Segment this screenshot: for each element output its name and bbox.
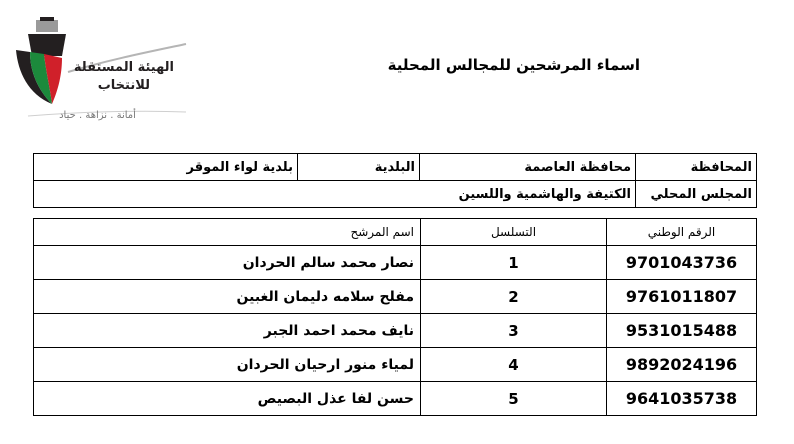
national-id-cell: 9531015488: [607, 314, 757, 348]
council-label: المجلس المحلي: [636, 181, 757, 208]
header-serial: التسلسل: [421, 219, 607, 246]
table-row: [34, 348, 757, 382]
national-id-cell: 9641035738: [607, 382, 757, 416]
candidate-name-cell: لمياء منور ارحيان الحردان: [34, 348, 421, 382]
logo-tagline: أمانة . نزاهة . حياد: [59, 110, 136, 121]
candidates-table: [33, 218, 757, 416]
header-candidate-name: اسم المرشح: [34, 219, 421, 246]
logo-name-line1: الهيئة المستقلة: [73, 60, 174, 75]
serial-cell: 5: [421, 382, 607, 416]
governorate-label: المحافظة: [636, 154, 757, 181]
governorate-row: [34, 154, 757, 181]
municipality-label: البلدية: [298, 154, 420, 181]
national-id-cell: 9892024196: [607, 348, 757, 382]
municipality-value: بلدية لواء الموقر: [34, 154, 298, 181]
council-value: الكتيفة والهاشمية واللسين: [34, 181, 636, 208]
candidate-name-cell: حسن لفا عذل البصيص: [34, 382, 421, 416]
serial-cell: 4: [421, 348, 607, 382]
serial-cell: 3: [421, 314, 607, 348]
table-row: [34, 280, 757, 314]
candidate-name-cell: مفلح سلامه دليمان الغبين: [34, 280, 421, 314]
table-row: [34, 314, 757, 348]
serial-cell: 1: [421, 246, 607, 280]
governorate-value: محافظة العاصمة: [420, 154, 636, 181]
candidate-name-cell: نايف محمد احمد الجبر: [34, 314, 421, 348]
table-row: [34, 382, 757, 416]
serial-cell: 2: [421, 280, 607, 314]
logo-name-line2: للانتخاب: [97, 78, 150, 93]
national-id-cell: 9761011807: [607, 280, 757, 314]
candidates-header-row: [34, 219, 757, 246]
candidate-name-cell: نصار محمد سالم الحردان: [34, 246, 421, 280]
header-national-id: الرقم الوطني: [607, 219, 757, 246]
location-info-table: [33, 153, 757, 208]
page-title: اسماء المرشحين للمجالس المحلية: [387, 56, 640, 74]
national-id-cell: 9701043736: [607, 246, 757, 280]
council-row: [34, 181, 757, 208]
table-row: [34, 246, 757, 280]
